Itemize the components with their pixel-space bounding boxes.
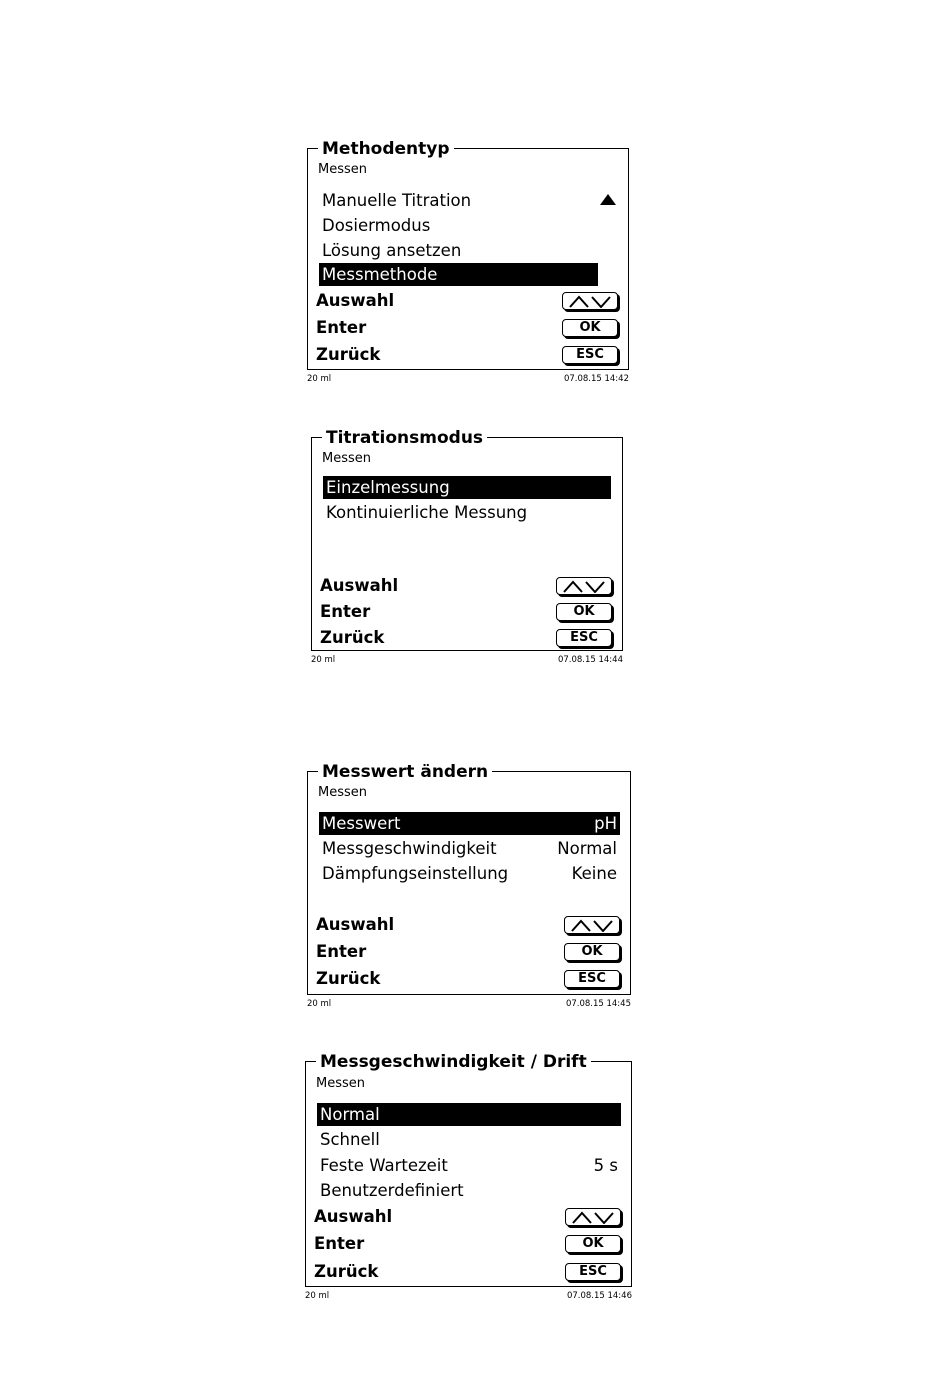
- list-item-label: Normal: [320, 1105, 380, 1124]
- screen-title: Messwert ändern: [318, 763, 492, 781]
- screen-titrationsmodus: [311, 428, 623, 665]
- esc-button[interactable]: ESC: [564, 970, 620, 988]
- list-item-value: 5 s: [593, 1156, 618, 1175]
- list-item-value: Normal: [557, 839, 617, 858]
- list-item-loesung-ansetzen[interactable]: [319, 239, 597, 262]
- list-item-value: Keine: [571, 864, 617, 883]
- list-item-value: pH: [594, 814, 617, 833]
- list-item-label: Einzelmessung: [326, 478, 450, 497]
- control-zurueck: [316, 343, 624, 367]
- list-item-messgeschwindigkeit[interactable]: [319, 837, 620, 860]
- ok-button[interactable]: OK: [565, 1235, 621, 1253]
- control-zurueck: [316, 967, 626, 991]
- up-down-arrows-icon[interactable]: [562, 292, 618, 310]
- list-item-normal-selected[interactable]: [317, 1103, 621, 1126]
- list-item-label: Manuelle Titration: [322, 191, 472, 210]
- ok-button[interactable]: OK: [564, 943, 620, 961]
- enter-label: Enter: [314, 1234, 365, 1253]
- list-item-schnell[interactable]: [317, 1128, 621, 1151]
- screen-frame: [307, 139, 629, 370]
- zurueck-label: Zurück: [316, 969, 381, 988]
- auswahl-label: Auswahl: [314, 1207, 393, 1226]
- control-enter: [314, 1232, 627, 1256]
- list-item-messwert-selected[interactable]: [319, 812, 620, 835]
- screen-frame: [307, 762, 631, 995]
- control-enter: [320, 600, 618, 624]
- triangle-up-icon[interactable]: [600, 194, 616, 206]
- screen-subtitle: Messen: [322, 451, 371, 466]
- enter-label: Enter: [316, 942, 367, 961]
- list-item-messmethode-selected[interactable]: [319, 263, 598, 286]
- status-volume: 20 ml: [307, 999, 332, 1009]
- esc-button[interactable]: ESC: [556, 629, 612, 647]
- screen-title: Titrationsmodus: [322, 429, 487, 447]
- list-item-label: Dämpfungseinstellung: [322, 864, 509, 883]
- up-down-arrows-icon[interactable]: [556, 577, 612, 595]
- status-datetime: 07.08.15 14:42: [563, 374, 629, 384]
- list-item-manuelle-titration[interactable]: [319, 189, 597, 212]
- screen-title: Messgeschwindigkeit / Drift: [316, 1053, 591, 1071]
- control-zurueck: [320, 626, 618, 650]
- list-item-label: Lösung ansetzen: [322, 241, 462, 260]
- up-down-arrows-icon[interactable]: [564, 916, 620, 934]
- control-auswahl: [314, 1205, 627, 1229]
- ok-button[interactable]: OK: [556, 603, 612, 621]
- status-datetime: 07.08.15 14:46: [566, 1291, 632, 1301]
- list-item-label: Messgeschwindigkeit: [322, 839, 497, 858]
- status-volume: 20 ml: [307, 374, 332, 384]
- list-item-feste-wartezeit[interactable]: [317, 1154, 621, 1177]
- control-auswahl: [320, 574, 618, 598]
- screen-subtitle: Messen: [316, 1076, 365, 1091]
- zurueck-label: Zurück: [316, 345, 381, 364]
- status-volume: 20 ml: [305, 1291, 330, 1301]
- screen-messwert-aendern: [307, 762, 631, 1009]
- auswahl-label: Auswahl: [320, 576, 399, 595]
- zurueck-label: Zurück: [314, 1262, 379, 1281]
- list-item-kontinuierliche-messung[interactable]: [323, 501, 611, 524]
- enter-label: Enter: [320, 602, 371, 621]
- screen-frame: [305, 1052, 632, 1287]
- list-item-label: Dosiermodus: [322, 216, 431, 235]
- control-enter: [316, 940, 626, 964]
- list-item-label: Kontinuierliche Messung: [326, 503, 528, 522]
- ok-button[interactable]: OK: [562, 319, 618, 337]
- control-enter: [316, 316, 624, 340]
- list-item-label: Benutzerdefiniert: [320, 1181, 464, 1200]
- control-auswahl: [316, 913, 626, 937]
- list-item-label: Messmethode: [322, 265, 438, 284]
- screen-methodentyp: [307, 139, 629, 384]
- screen-subtitle: Messen: [318, 785, 367, 800]
- screen-subtitle: Messen: [318, 162, 367, 177]
- status-datetime: 07.08.15 14:44: [557, 655, 623, 665]
- esc-button[interactable]: ESC: [565, 1263, 621, 1281]
- list-item-label: Messwert: [322, 814, 401, 833]
- esc-button[interactable]: ESC: [562, 346, 618, 364]
- status-datetime: 07.08.15 14:45: [565, 999, 631, 1009]
- status-volume: 20 ml: [311, 655, 336, 665]
- list-item-label: Feste Wartezeit: [320, 1156, 448, 1175]
- list-item-daempfungseinstellung[interactable]: [319, 862, 620, 885]
- list-item-einzelmessung-selected[interactable]: [323, 476, 611, 499]
- auswahl-label: Auswahl: [316, 915, 395, 934]
- list-item-label: Schnell: [320, 1130, 380, 1149]
- list-item-benutzerdefiniert[interactable]: [317, 1179, 621, 1202]
- screen-messgeschwindigkeit-drift: [305, 1052, 632, 1301]
- up-down-arrows-icon[interactable]: [565, 1208, 621, 1226]
- enter-label: Enter: [316, 318, 367, 337]
- screen-frame: [311, 428, 623, 651]
- control-auswahl: [316, 289, 624, 313]
- zurueck-label: Zurück: [320, 628, 385, 647]
- control-zurueck: [314, 1260, 627, 1284]
- list-item-dosiermodus[interactable]: [319, 214, 597, 237]
- auswahl-label: Auswahl: [316, 291, 395, 310]
- screen-title: Methodentyp: [318, 140, 454, 158]
